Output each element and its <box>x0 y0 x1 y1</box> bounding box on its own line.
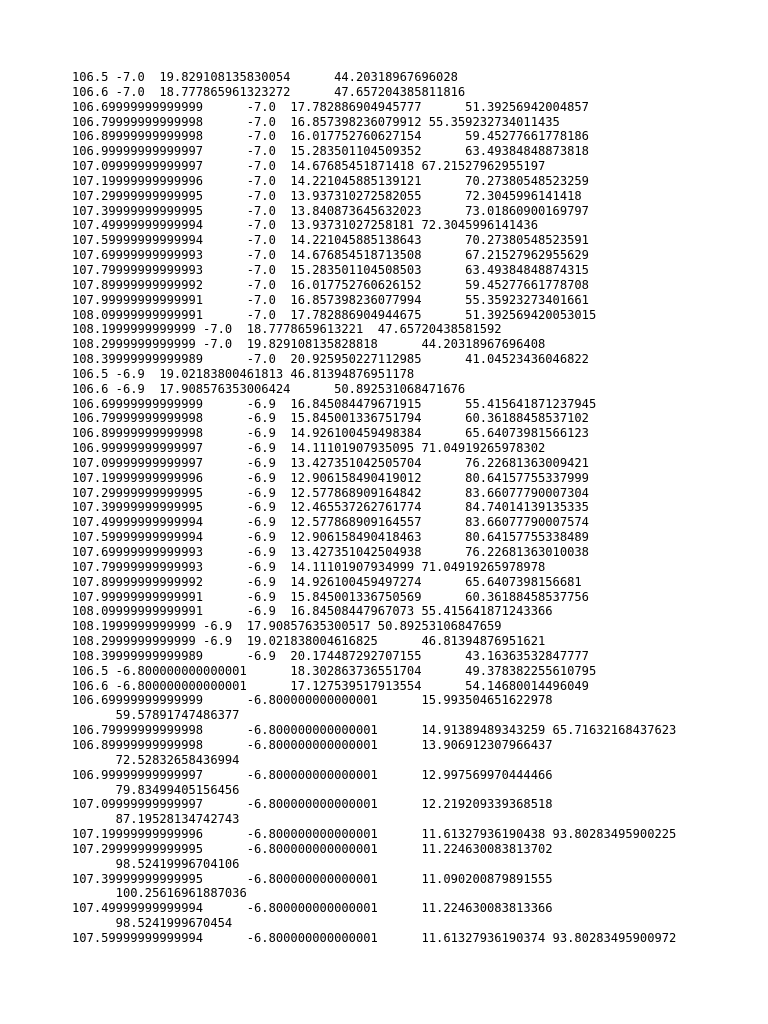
text-line: 106.79999999999998 -7.0 16.857398236079912 55.359232734011435 <box>72 114 560 129</box>
text-line: 98.5241999670454 <box>72 916 233 931</box>
text-line: 108.39999999999989 -7.0 20.925950227112985 41.04523436046822 <box>72 352 589 367</box>
text-line: 72.52832658436994 <box>72 752 240 767</box>
text-line: 107.59999999999994 -6.800000000000001 11.61327936190374 93.80283495900972 <box>72 930 677 945</box>
text-line: 107.79999999999993 -7.0 15.283501104508503 63.49384848874315 <box>72 262 589 277</box>
text-line: 106.99999999999997 -6.9 14.11101907935095 71.04919265978302 <box>72 441 546 456</box>
text-line: 107.29999999999995 -7.0 13.937310272582055 72.3045996141418 <box>72 188 582 203</box>
text-line: 107.89999999999992 -7.0 16.017752760626152 59.45277661778708 <box>72 277 589 292</box>
text-line: 107.49999999999994 -6.9 12.577868909164557 83.66077790007574 <box>72 515 589 530</box>
text-line: 107.19999999999996 -6.800000000000001 11.61327936190438 93.80283495900225 <box>72 827 677 842</box>
text-line: 108.2999999999999 -6.9 19.021838004616825 46.81394876951621 <box>72 634 546 649</box>
text-line: 106.99999999999997 -6.800000000000001 12.997569970444466 <box>72 767 553 782</box>
text-line: 107.59999999999994 -6.9 12.906158490418463 80.64157755338489 <box>72 530 589 545</box>
text-line: 107.99999999999991 -6.9 15.845001336750569 60.36188458537756 <box>72 589 589 604</box>
text-line: 108.2999999999999 -7.0 19.829108135828818 44.20318967696408 <box>72 337 546 352</box>
text-line: 108.39999999999989 -6.9 20.174487292707155 43.16363532847777 <box>72 648 589 663</box>
text-line: 98.52419996704106 <box>72 856 240 871</box>
text-line: 107.09999999999997 -6.800000000000001 12.219209339368518 <box>72 797 553 812</box>
text-line: 106.6 -7.0 18.777865961323272 47.657204385811816 <box>72 84 466 99</box>
text-line: 106.89999999999998 -7.0 16.017752760627154 59.45277661778186 <box>72 129 589 144</box>
text-line: 107.09999999999997 -7.0 14.67685451871418 67.21527962955197 <box>72 159 546 174</box>
text-line: 106.5 -6.9 19.02183800461813 46.81394876951178 <box>72 366 415 381</box>
text-line: 106.5 -6.800000000000001 18.302863736551704 49.378382255610795 <box>72 663 597 678</box>
text-line: 106.99999999999997 -7.0 15.283501104509352 63.49384848873818 <box>72 144 589 159</box>
text-line: 108.09999999999991 -7.0 17.782886904944675 51.392569420053015 <box>72 307 597 322</box>
text-line: 106.89999999999998 -6.9 14.926100459498384 65.64073981566123 <box>72 426 589 441</box>
text-line: 100.25616961887036 <box>72 886 247 901</box>
text-line: 79.83499405156456 <box>72 782 240 797</box>
text-line: 108.09999999999991 -6.9 16.84508447967073 55.415641871243366 <box>72 604 553 619</box>
text-line: 106.69999999999999 -6.800000000000001 15.993504651622978 <box>72 693 553 708</box>
text-line: 106.6 -6.9 17.908576353006424 50.892531068471676 <box>72 381 466 396</box>
text-line: 87.19528134742743 <box>72 812 240 827</box>
text-line: 106.69999999999999 -7.0 17.782886904945777 51.39256942004857 <box>72 99 589 114</box>
text-line: 59.57891747486377 <box>72 708 240 723</box>
text-line: 107.09999999999997 -6.9 13.427351042505704 76.22681363009421 <box>72 455 589 470</box>
text-line: 106.5 -7.0 19.829108135830054 44.20318967696028 <box>72 70 458 84</box>
document-text <box>72 70 762 946</box>
text-line: 107.69999999999993 -6.9 13.427351042504938 76.22681363010038 <box>72 545 589 559</box>
text-line: 107.49999999999994 -7.0 13.93731027258181 72.3045996141436 <box>72 218 538 233</box>
text-line: 108.1999999999999 -7.0 18.7778659613221 47.65720438581592 <box>72 322 502 337</box>
text-line: 107.39999999999995 -6.9 12.465537262761774 84.74014139135335 <box>72 500 589 515</box>
text-line: 106.6 -6.800000000000001 17.127539517913554 54.14680014496049 <box>72 678 589 693</box>
text-line: 106.89999999999998 -6.800000000000001 13.906912307966437 <box>72 737 553 752</box>
text-line: 107.39999999999995 -7.0 13.840873645632023 73.01860900169797 <box>72 203 589 218</box>
text-line: 108.1999999999999 -6.9 17.90857635300517 50.89253106847659 <box>72 619 502 634</box>
text-line: 107.59999999999994 -7.0 14.221045885138643 70.27380548523591 <box>72 233 589 248</box>
text-line: 107.79999999999993 -6.9 14.11101907934999 71.04919265978978 <box>72 559 546 574</box>
text-line: 107.19999999999996 -6.9 12.906158490419012 80.64157755337999 <box>72 470 589 485</box>
text-line: 107.49999999999994 -6.800000000000001 11.224630083813366 <box>72 901 553 916</box>
text-line: 106.69999999999999 -6.9 16.845084479671915 55.415641871237945 <box>72 396 597 411</box>
text-line: 107.89999999999992 -6.9 14.926100459497274 65.6407398156681 <box>72 574 582 589</box>
text-line: 106.79999999999998 -6.9 15.845001336751794 60.36188458537102 <box>72 411 589 426</box>
text-line: 107.29999999999995 -6.9 12.577868909164842 83.66077790007304 <box>72 485 589 500</box>
text-line: 106.79999999999998 -6.800000000000001 14.91389489343259 65.71632168437623 <box>72 723 677 738</box>
text-line: 107.39999999999995 -6.800000000000001 11.090200879891555 <box>72 871 553 886</box>
text-line: 107.69999999999993 -7.0 14.676854518713508 67.21527962955629 <box>72 248 589 263</box>
text-line: 107.99999999999991 -7.0 16.857398236077994 55.35923273401661 <box>72 292 589 307</box>
text-line: 107.29999999999995 -6.800000000000001 11.224630083813702 <box>72 841 553 856</box>
text-line: 107.19999999999996 -7.0 14.221045885139121 70.27380548523259 <box>72 173 589 188</box>
